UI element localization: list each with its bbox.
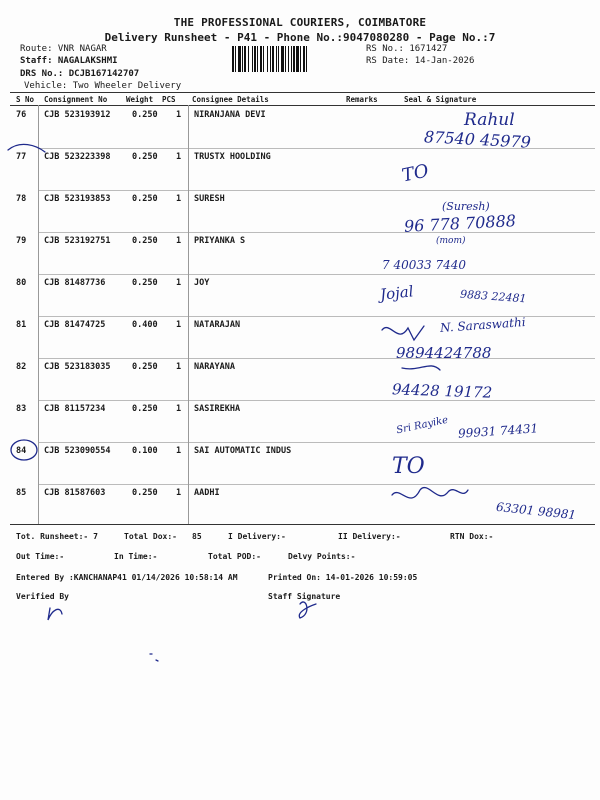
cell-sno: 83 — [16, 404, 27, 414]
cell-pcs: 1 — [176, 194, 182, 204]
col-remarks: Remarks — [346, 95, 378, 104]
cell-weight: 0.250 — [132, 152, 158, 162]
cell-consignee: SAI AUTOMATIC INDUS — [194, 446, 292, 456]
rtn-dox: RTN Dox:- — [450, 532, 494, 541]
handwritten-name: (Suresh) — [442, 200, 490, 213]
handwritten-phone: 99931 74431 — [457, 421, 539, 441]
cell-consignment: CJB 523090554 — [44, 446, 111, 456]
entered-by: Entered By :KANCHANAP41 01/14/2026 10:58:14 AM — [16, 573, 238, 582]
circle-mark — [11, 440, 37, 460]
delvy-points: Delvy Points:- — [288, 552, 356, 561]
cell-consignee: NARAYANA — [194, 362, 235, 372]
cell-pcs: 1 — [176, 152, 182, 162]
cell-weight: 0.100 — [132, 446, 158, 456]
in-time: In Time:- — [114, 552, 158, 561]
handwritten-phone: 9883 22481 — [459, 287, 527, 306]
cell-pcs: 1 — [176, 320, 182, 330]
i-delivery: I Delivery:- — [228, 532, 286, 541]
cell-weight: 0.250 — [132, 194, 158, 204]
cell-weight: 0.400 — [132, 320, 158, 330]
cell-sno: 80 — [16, 278, 27, 288]
cell-pcs: 1 — [176, 278, 182, 288]
stray-mark — [150, 654, 158, 661]
handwritten-signature — [402, 366, 440, 370]
cell-sno: 78 — [16, 194, 27, 204]
col-consignee: Consignee Details — [192, 95, 269, 104]
cell-pcs: 1 — [176, 362, 182, 372]
cell-sno: 79 — [16, 236, 27, 246]
cell-pcs: 1 — [176, 446, 182, 456]
cell-pcs: 1 — [176, 110, 182, 120]
cell-weight: 0.250 — [132, 362, 158, 372]
rs-date: RS Date: 14-Jan-2026 — [366, 56, 475, 66]
handwritten-signature — [392, 488, 468, 498]
handwritten-name: Sri Rayike — [395, 414, 450, 437]
handwritten-phone: 9894424788 — [396, 344, 492, 362]
vehicle-label: Vehicle: Two Wheeler Delivery — [24, 81, 182, 91]
cell-pcs: 1 — [176, 404, 182, 414]
cell-weight: 0.250 — [132, 236, 158, 246]
col-seal: Seal & Signature — [404, 95, 477, 104]
handwritten-mark: TO — [392, 454, 425, 479]
cell-consignment: CJB 523193912 — [44, 110, 111, 120]
verifier-signature — [48, 608, 62, 620]
cell-consignee: JOY — [194, 278, 210, 288]
handwritten-note: (mom) — [436, 236, 466, 246]
runsheet-subtitle: Delivery Runsheet - P41 - Phone No.:9047080280 - Page No.:7 — [104, 31, 496, 44]
total-pod: Total POD:- — [208, 552, 261, 561]
col-consignment: Consignment No — [44, 95, 108, 104]
cell-consignee: NATARAJAN — [194, 320, 241, 330]
cell-consignee: AADHI — [194, 488, 220, 498]
staff-signature — [299, 602, 316, 618]
handwritten-phone: 63301 98981 — [495, 499, 577, 523]
cell-sno: 77 — [16, 152, 27, 162]
printed-on: Printed On: 14-01-2026 10:59:05 — [268, 573, 418, 582]
cell-sno: 85 — [16, 488, 27, 498]
ii-delivery: II Delivery:- — [338, 532, 401, 541]
cell-pcs: 1 — [176, 488, 182, 498]
out-time: Out Time:- — [16, 552, 65, 561]
handwritten-name: Jojal — [379, 282, 415, 304]
cell-consignee: SURESH — [194, 194, 225, 204]
cell-consignee: PRIYANKA S — [194, 236, 246, 246]
cell-consignment: CJB 81157234 — [44, 404, 106, 414]
total-dox-value: 85 — [192, 532, 202, 541]
col-weight: Weight — [126, 95, 154, 104]
cell-consignment: CJB 81487736 — [44, 278, 106, 288]
cell-consignment: CJB 523193853 — [44, 194, 111, 204]
handwritten-phone: 7 40033 7440 — [382, 258, 466, 272]
cell-consignee: SASIREKHA — [194, 404, 241, 414]
company-title: THE PROFESSIONAL COURIERS, COIMBATORE — [173, 16, 427, 29]
handwritten-name: N. Saraswathi — [439, 315, 526, 335]
cell-consignment: CJB 81474725 — [44, 320, 106, 330]
route-label: Route: VNR NAGAR — [20, 44, 107, 54]
cell-weight: 0.250 — [132, 404, 158, 414]
cell-consignment: CJB 523192751 — [44, 236, 111, 246]
cell-weight: 0.250 — [132, 110, 158, 120]
tick-mark — [8, 144, 45, 152]
cell-consignment: CJB 523183035 — [44, 362, 111, 372]
cell-consignment: CJB 81587603 — [44, 488, 106, 498]
handwritten-mark: TO — [400, 160, 431, 187]
cell-weight: 0.250 — [132, 278, 158, 288]
handwritten-phone: 87540 45979 — [423, 127, 532, 152]
cell-consignee: NIRANJANA DEVI — [194, 110, 266, 120]
verified-by: Verified By — [16, 592, 69, 601]
cell-sno: 84 — [16, 446, 27, 456]
cell-sno: 76 — [16, 110, 27, 120]
rs-number: RS No.: 1671427 — [366, 44, 448, 54]
cell-pcs: 1 — [176, 236, 182, 246]
cell-sno: 82 — [16, 362, 27, 372]
cell-weight: 0.250 — [132, 488, 158, 498]
col-pcs: PCS — [162, 95, 176, 104]
col-sno: S No — [16, 95, 35, 104]
handwritten-phone: 94428 19172 — [391, 380, 493, 402]
staff-label: Staff: NAGALAKSHMI — [20, 56, 118, 66]
cell-consignee: TRUSTX HOOLDING — [194, 152, 271, 162]
cell-sno: 81 — [16, 320, 27, 330]
handwritten-phone: 96 778 70888 — [403, 211, 517, 236]
total-dox-label: Total Dox:- — [124, 532, 177, 541]
total-runsheet: Tot. Runsheet:- 7 — [16, 532, 98, 541]
cell-consignment: CJB 523223398 — [44, 152, 111, 162]
handwritten-name: Rahul — [464, 110, 515, 130]
handwritten-signature — [382, 326, 424, 340]
staff-signature-label: Staff Signature — [268, 592, 341, 601]
drs-number: DRS No.: DCJB167142707 — [20, 69, 140, 79]
